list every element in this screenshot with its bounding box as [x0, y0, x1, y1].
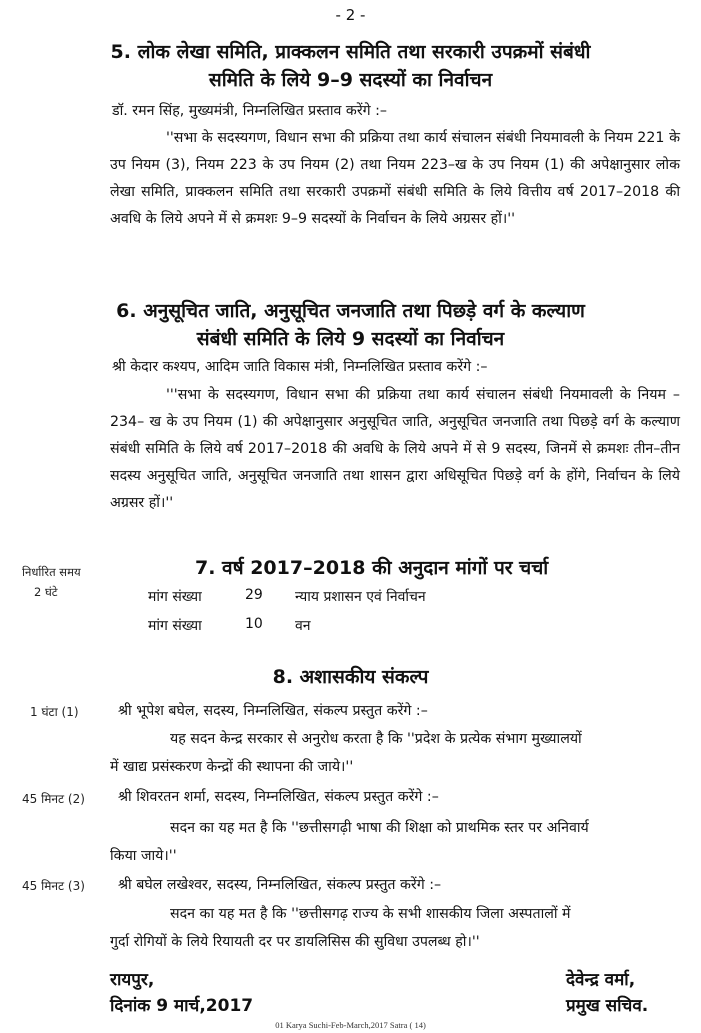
demand-2-number: 10 — [245, 616, 263, 632]
section-7-heading: 7. वर्ष 2017–2018 की अनुदान मांगों पर चर्चा — [195, 557, 549, 579]
demand-2-name: वन — [295, 618, 311, 634]
section-6-heading-line1: 6. अनुसूचित जाति, अनुसूचित जनजाति तथा पिछड़े वर्ग के कल्याण — [116, 300, 585, 322]
resolution-3-text-line2: गुर्दा रोगियों के लिये रियायती दर पर डायलिसिस की सुविधा उपलब्ध हो।'' — [110, 934, 480, 950]
resolution-2-text-line1: सदन का यह मत है कि ''छत्तीसगढ़ी भाषा की शिक्षा को प्राथमिक स्तर पर अनिवार्य — [170, 820, 589, 836]
resolution-3-time: 45 मिनट (3) — [22, 879, 85, 893]
section-6-heading-line2: संबंधी समिति के लिये 9 सदस्यों का निर्वाचन — [196, 328, 505, 350]
resolution-2-time: 45 मिनट (2) — [22, 792, 85, 806]
signature-place: रायपुर, — [110, 970, 155, 990]
signatory-name: देवेन्द्र वर्मा, — [566, 970, 636, 990]
section-5-motion-text: ''सभा के सदस्यगण, विधान सभा की प्रक्रिया तथा कार्य संचालन संबंधी नियमावली के नियम 221 के उप नियम (3), नियम 223 के उप नियम (2) तथा नियम 223–ख के उप नियम (1) की अपेक्षानुसार लोक लेखा समिति, प्राक्कलन समिति तथा सरकारी उपक्रमों संबंधी समिति के लिये वित्तीय वर्ष 2017–2018 की अवधि के लिये अपने में से क्रमशः 9–9 सदस्यों के निर्वाचन के लिये अग्रसर हों।'' — [110, 130, 680, 227]
demand-1-label: मांग संख्या — [148, 589, 202, 605]
demand-2-label: मांग संख्या — [148, 618, 202, 634]
section-6-motion-text: '''सभा के सदस्यगण, विधान सभा की प्रक्रिया तथा कार्य संचालन संबंधी नियमावली के नियम – 234– ख के उप नियम (1) की अपेक्षानुसार अनुसूचित जाति, अनुसूचित जनजाति तथा पिछड़े वर्ग के कल्याण संबंधी समिति के लिये वर्ष 2017–2018 की अवधि के लिये अपने में से 9 सदस्य, जिनमें से क्रमशः तीन–तीन सदस्य अनुसूचित जाति, अनुसूचित जनजाति तथा शासन द्वारा अधिसूचित पिछड़े वर्ग के होंगे, निर्वाचन के लिये अग्रसर हों।'' — [110, 387, 680, 511]
resolution-2-mover: श्री शिवरतन शर्मा, सदस्य, निम्नलिखित, संकल्प प्रस्तुत करेंगे :– — [118, 789, 439, 805]
demand-1-number: 29 — [245, 587, 263, 603]
resolution-3-text-line1: सदन का यह मत है कि ''छत्तीसगढ़ राज्य के सभी शासकीय जिला अस्पतालों में — [170, 906, 571, 922]
page-number: - 2 - — [335, 6, 366, 24]
signature-date: दिनांक 9 मार्च,2017 — [110, 996, 254, 1016]
resolution-2-text-line2: किया जाये।'' — [110, 848, 177, 864]
footer-file-reference: 01 Karya Suchi-Feb-March,2017 Satra ( 14) — [275, 1020, 426, 1030]
resolution-1-mover: श्री भूपेश बघेल, सदस्य, निम्नलिखित, संकल्प प्रस्तुत करेंगे :– — [118, 703, 428, 719]
section-8-heading: 8. अशासकीय संकल्प — [272, 666, 429, 688]
signatory-designation: प्रमुख सचिव. — [566, 996, 649, 1016]
resolution-3-mover: श्री बघेल लखेश्वर, सदस्य, निम्नलिखित, संकल्प प्रस्तुत करेंगे :– — [118, 877, 442, 893]
allotted-time-label: निर्धारित समय — [22, 565, 81, 579]
resolution-1-text-line1: यह सदन केन्द्र सरकार से अनुरोध करता है कि ''प्रदेश के प्रत्येक संभाग मुख्यालयों — [170, 731, 582, 747]
resolution-1-time: 1 घंटा (1) — [30, 705, 79, 719]
allotted-time-value: 2 घंटे — [34, 585, 58, 599]
section-5-mover: डॉ. रमन सिंह, मुख्यमंत्री, निम्नलिखित प्रस्ताव करेंगे :– — [112, 103, 387, 119]
resolution-1-text-line2: में खाद्य प्रसंस्करण केन्द्रों की स्थापना की जाये।'' — [110, 759, 354, 775]
section-5-heading-line2: समिति के लिये 9–9 सदस्यों का निर्वाचन — [208, 69, 493, 91]
section-5-heading-line1: 5. लोक लेखा समिति, प्राक्कलन समिति तथा सरकारी उपक्रमों संबंधी — [110, 41, 591, 63]
section-6-mover: श्री केदार कश्यप, आदिम जाति विकास मंत्री, निम्नलिखित प्रस्ताव करेंगे :– — [112, 359, 488, 375]
demand-1-name: न्याय प्रशासन एवं निर्वाचन — [295, 589, 426, 605]
